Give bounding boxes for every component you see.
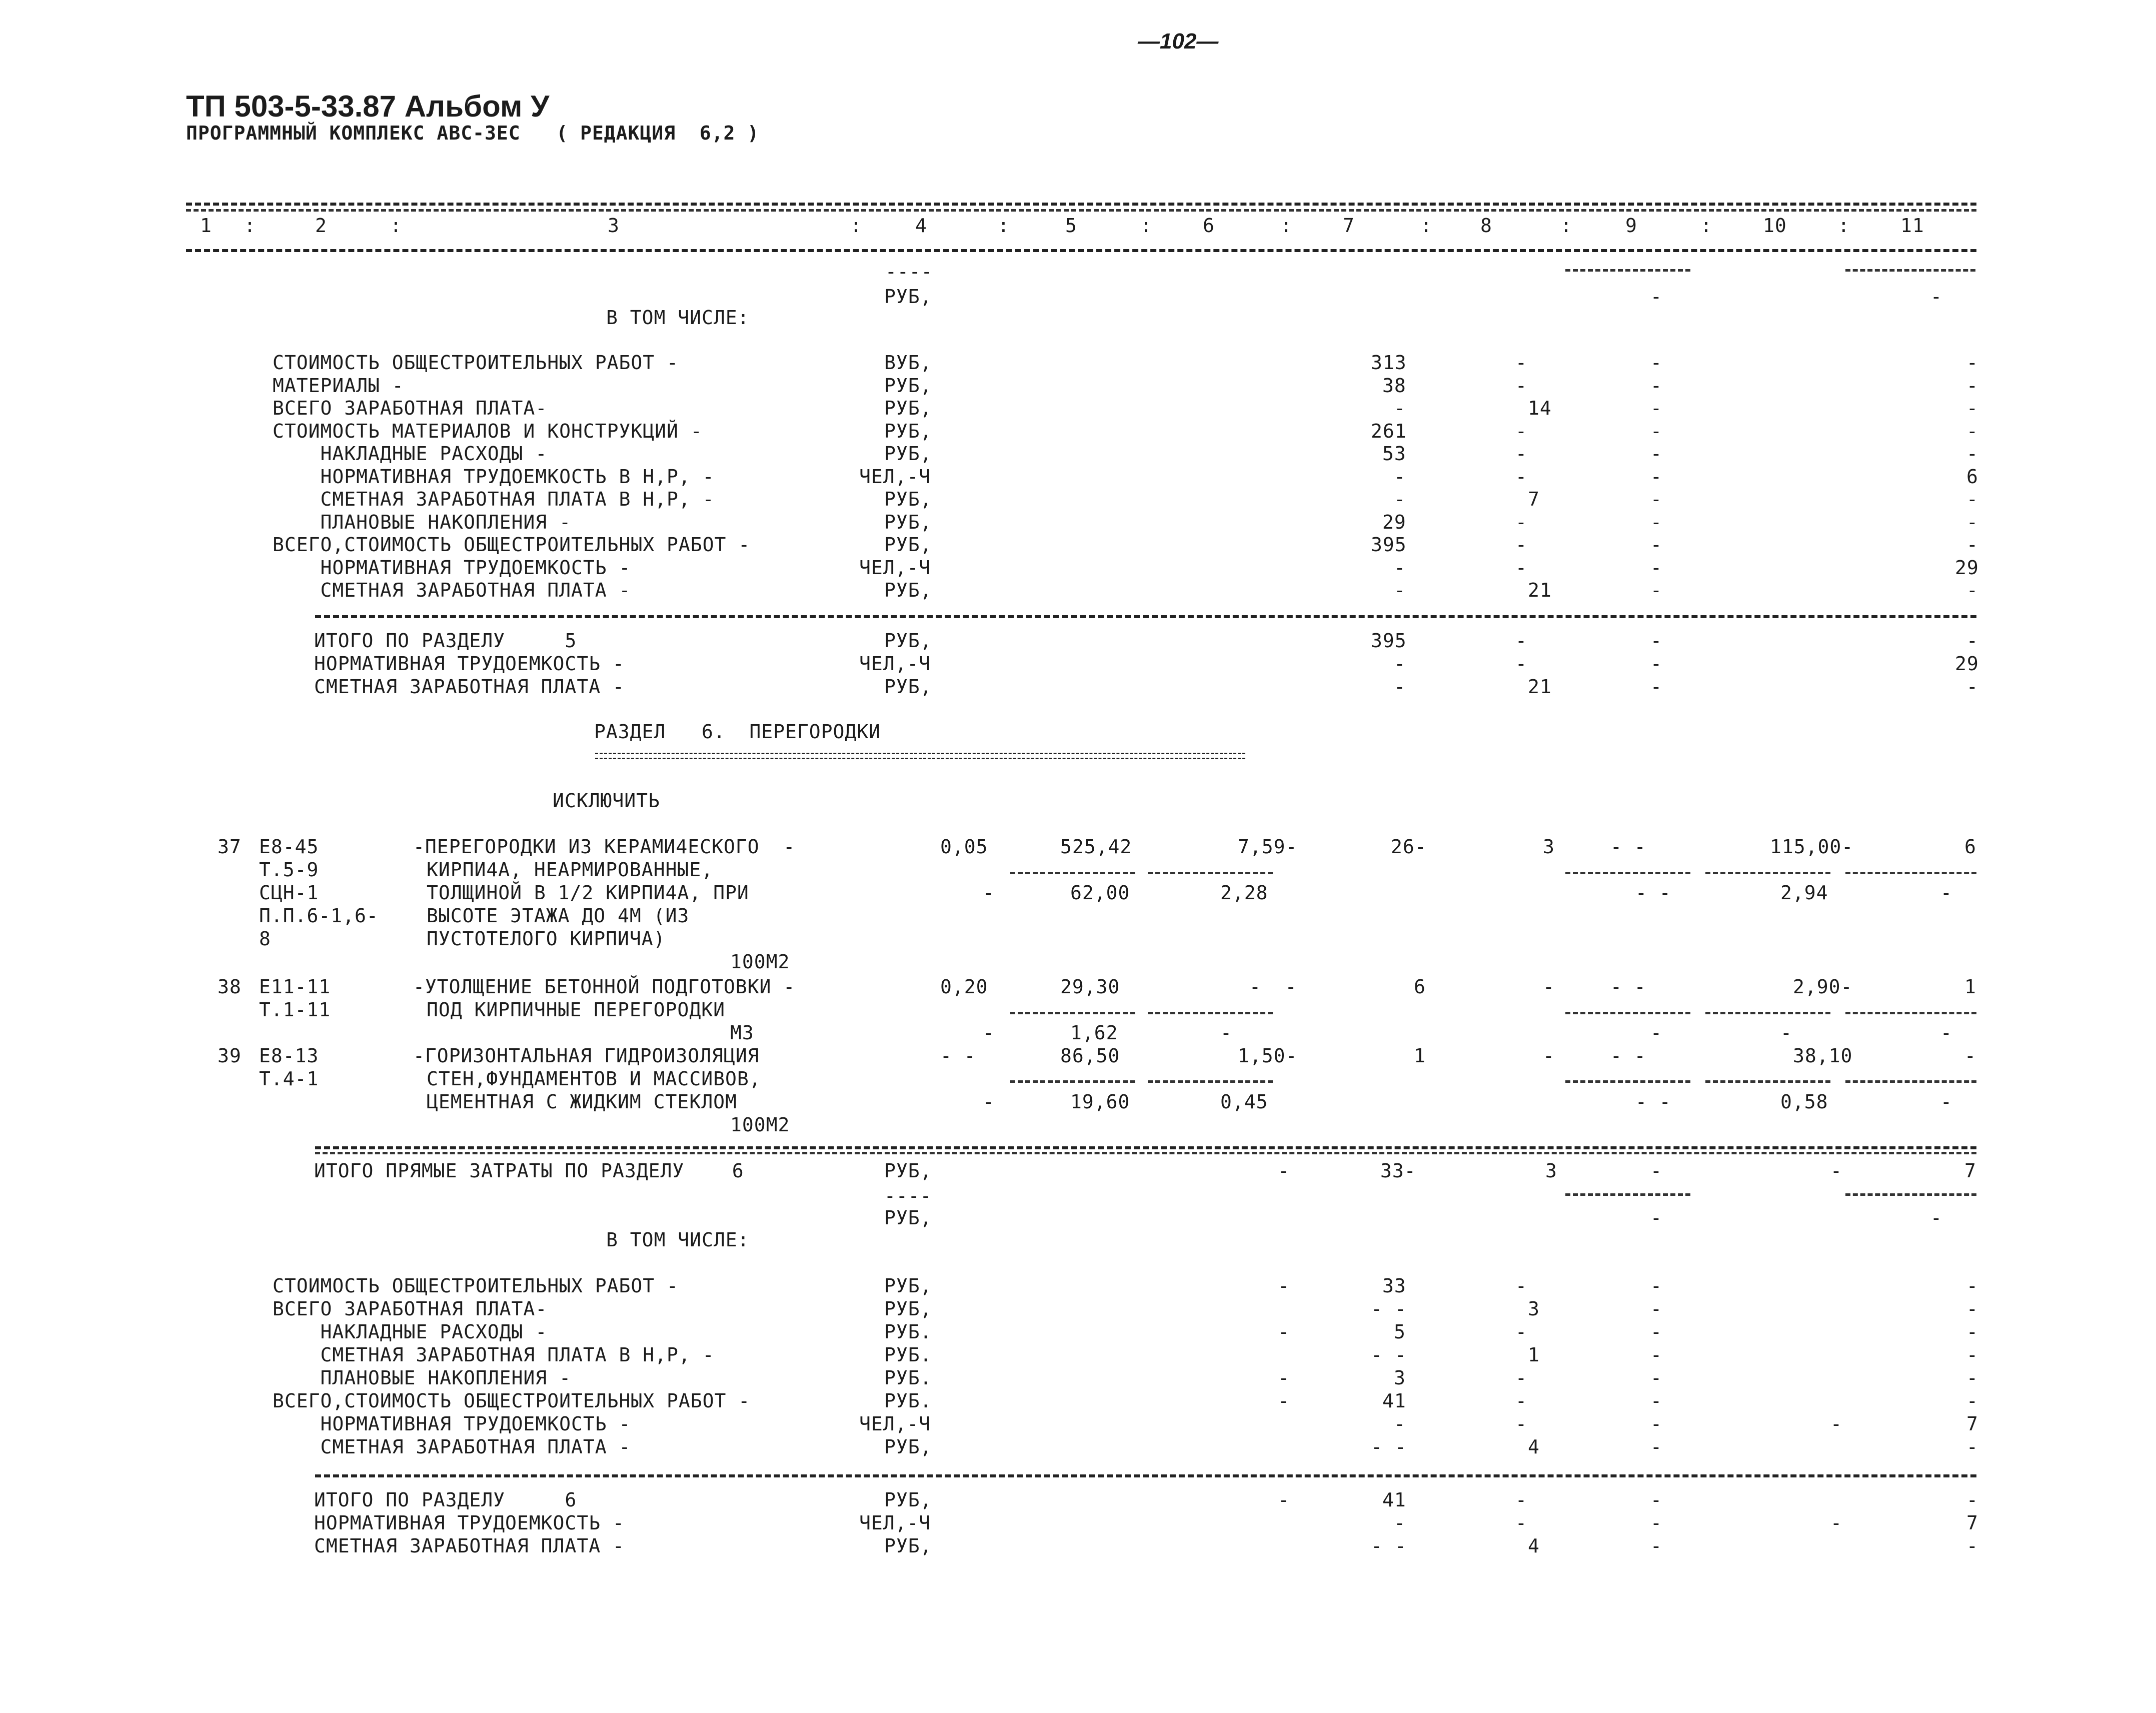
cost-row-c7: 29 bbox=[1382, 511, 1406, 533]
column-separator: : bbox=[998, 215, 1010, 237]
item38-rule-c9 bbox=[1565, 1012, 1690, 1014]
cost-row-unit: РУБ, bbox=[884, 397, 932, 419]
section6-title-underline bbox=[595, 753, 1245, 754]
item39-rule-c9 bbox=[1565, 1080, 1690, 1083]
item-number: 37 bbox=[218, 836, 242, 858]
top-rule-c11 bbox=[1845, 269, 1975, 272]
direct-rule-c11 bbox=[1845, 1193, 1976, 1196]
cost-row-c6: - bbox=[1278, 1275, 1290, 1297]
cost-row-c11: - bbox=[1966, 676, 1978, 698]
cost-row-c11: - bbox=[1966, 1321, 1978, 1343]
cost-row-c9: - bbox=[1650, 1413, 1662, 1435]
item38-rule-c5 bbox=[1010, 1012, 1135, 1014]
item-description-line: СТЕН,ФУНДАМЕНТОВ И МАССИВОВ, bbox=[427, 1068, 761, 1090]
item-row1-c4: 0,05 bbox=[940, 836, 988, 858]
item-row2-c4: - bbox=[983, 1091, 995, 1113]
item-row2-c11: - bbox=[1940, 882, 1952, 904]
cost-row-c11: - bbox=[1966, 488, 1978, 510]
item38-rule-c11 bbox=[1845, 1012, 1976, 1014]
direct-c11b: - bbox=[1930, 1207, 1942, 1229]
item-description-line: КИРПИ4А, НЕАРМИРОВАННЫЕ, bbox=[427, 859, 714, 881]
column-header-4: 4 bbox=[915, 215, 927, 237]
cost-row-label: ВСЕГО ЗАРАБОТНАЯ ПЛАТА- bbox=[273, 1298, 548, 1320]
cost-row-unit: РУБ, bbox=[884, 443, 932, 465]
top-unit: РУБ, bbox=[884, 286, 932, 308]
cost-row-c8: 14 bbox=[1528, 397, 1552, 419]
cost-row-c11: - bbox=[1966, 397, 1978, 419]
column-separator: : bbox=[390, 215, 402, 237]
cost-row-unit: РУБ, bbox=[884, 511, 932, 533]
cost-row-unit: РУБ, bbox=[884, 630, 932, 652]
cost-row-unit: РУБ. bbox=[884, 1390, 932, 1412]
item-row2-c5: 62,00 bbox=[1070, 882, 1130, 904]
top-c11: - bbox=[1930, 286, 1942, 308]
cost-row-c11: - bbox=[1966, 579, 1978, 601]
cost-row-c9: - bbox=[1650, 397, 1662, 419]
cost-row-c9: - bbox=[1650, 352, 1662, 374]
item-row2-c10: 2,94 bbox=[1780, 882, 1828, 904]
item39-rule-c6 bbox=[1148, 1080, 1273, 1083]
cost-row-c9: - bbox=[1650, 511, 1662, 533]
cost-row-c7: - bbox=[1394, 397, 1406, 419]
item-row1-c8: - bbox=[1543, 1045, 1555, 1067]
item37-rule-c5 bbox=[1010, 872, 1135, 874]
cost-row-c9: - bbox=[1650, 653, 1662, 675]
cost-row-c7: - bbox=[1394, 676, 1406, 698]
cost-row-c9: - bbox=[1650, 1367, 1662, 1389]
cost-row-label: СМЕТНАЯ ЗАРАБОТНАЯ ПЛАТА - bbox=[273, 579, 631, 601]
cost-row-c9: - bbox=[1650, 1298, 1662, 1320]
cost-row-unit: ВУБ, bbox=[884, 352, 932, 374]
cost-row-c6: - bbox=[1278, 1367, 1290, 1389]
cost-row-c8: - bbox=[1515, 1275, 1527, 1297]
column-header-6: 6 bbox=[1203, 215, 1215, 237]
cost-row-c11: - bbox=[1966, 630, 1978, 652]
cost-row-label: НАКЛАДНЫЕ РАСХОДЫ - bbox=[273, 443, 548, 465]
cost-row-label: СМЕТНАЯ ЗАРАБОТНАЯ ПЛАТА В Н,Р, - bbox=[273, 1344, 715, 1366]
item-row1-c5: 525,42 bbox=[1060, 836, 1132, 858]
cost-row-unit: РУБ, bbox=[884, 1298, 932, 1320]
cost-row-c7: - bbox=[1394, 465, 1406, 488]
item39-rule-c5 bbox=[1010, 1080, 1135, 1083]
direct-cost-c8: 3 bbox=[1545, 1160, 1557, 1182]
header-rule-top-2 bbox=[186, 209, 1976, 212]
column-separator: : bbox=[1420, 215, 1432, 237]
cost-row-label: СМЕТНАЯ ЗАРАБОТНАЯ ПЛАТА - bbox=[273, 1436, 631, 1458]
cost-row-c9: - bbox=[1650, 465, 1662, 488]
column-header-9: 9 bbox=[1625, 215, 1637, 237]
cost-row-unit: РУБ, bbox=[884, 1275, 932, 1297]
cost-row-c11: - bbox=[1966, 443, 1978, 465]
cost-row-c7: 33 bbox=[1382, 1275, 1406, 1297]
cost-row-c6: - bbox=[1278, 1321, 1290, 1343]
column-header-11: 11 bbox=[1900, 215, 1924, 237]
item-row1-c5: 29,30 bbox=[1060, 976, 1120, 998]
cost-row-unit: РУБ. bbox=[884, 1367, 932, 1389]
cost-row-c7: 395 bbox=[1371, 534, 1407, 556]
in-that-label: В ТОМ ЧИСЛЕ: bbox=[606, 307, 750, 329]
cost-row-c9: - bbox=[1650, 630, 1662, 652]
item38-rule-c6 bbox=[1148, 1012, 1273, 1014]
cost-row-unit: РУБ, bbox=[884, 374, 932, 397]
column-separator: : bbox=[850, 215, 862, 237]
cost-row-unit: ЧЕЛ,-Ч bbox=[859, 1512, 931, 1534]
direct-rule-c9 bbox=[1565, 1193, 1690, 1196]
column-separator: : bbox=[244, 215, 256, 237]
cost-row-c8: - bbox=[1515, 630, 1527, 652]
item37-rule-c6 bbox=[1148, 872, 1273, 874]
cost-row-label: СТОИМОСТЬ ОБЩЕСТРОИТЕЛЬНЫХ РАБОТ - bbox=[273, 1275, 679, 1297]
direct-c9b: - bbox=[1650, 1207, 1662, 1229]
item-row1-c9: - - bbox=[1610, 836, 1646, 858]
item-row2-c5: 19,60 bbox=[1070, 1091, 1130, 1113]
cost-row-c10: - bbox=[1830, 1413, 1842, 1435]
cost-row-c11: 29 bbox=[1955, 653, 1979, 675]
cost-row-c9: - bbox=[1650, 1321, 1662, 1343]
cost-row-c11: - bbox=[1966, 420, 1978, 442]
cost-row-c8: - bbox=[1515, 1367, 1527, 1389]
section5-total-rule bbox=[315, 615, 1976, 618]
cost-row-c7: 395 bbox=[1371, 630, 1407, 652]
cost-row-unit: РУБ, bbox=[884, 1535, 932, 1557]
cost-row-unit: ЧЕЛ,-Ч bbox=[859, 556, 931, 579]
direct-cost-c11: 7 bbox=[1964, 1160, 1976, 1182]
item-row1-c4: 0,20 bbox=[940, 976, 988, 998]
cost-row-c7: 41 bbox=[1382, 1390, 1406, 1412]
column-header-7: 7 bbox=[1343, 215, 1355, 237]
item37-rule-c10 bbox=[1705, 872, 1830, 874]
item-row2-c11: - bbox=[1940, 1022, 1952, 1044]
item-row1-c10: 115,00- bbox=[1770, 836, 1854, 858]
top-rule-c9 bbox=[1565, 269, 1690, 272]
direct-cost-c10: - bbox=[1830, 1160, 1842, 1182]
cost-row-label: СМЕТНАЯ ЗАРАБОТНАЯ ПЛАТА В Н,Р, - bbox=[273, 488, 715, 510]
direct-cost-unit: РУБ, bbox=[884, 1160, 932, 1182]
cost-row-c8: - bbox=[1515, 1413, 1527, 1435]
item-code-line: Т.1-11 bbox=[259, 999, 331, 1021]
column-header-1: 1 bbox=[200, 215, 212, 237]
cost-row-c6: - bbox=[1278, 1489, 1290, 1511]
cost-row-c9: - bbox=[1650, 443, 1662, 465]
cost-row-c11: 7 bbox=[1966, 1413, 1978, 1435]
item-description-line: ЦЕМЕНТНАЯ С ЖИДКИМ СТЕКЛОМ bbox=[427, 1091, 737, 1113]
item39-rule-c11 bbox=[1845, 1080, 1976, 1083]
item-row2-c10: 0,58 bbox=[1780, 1091, 1828, 1113]
section6-total-rule bbox=[315, 1474, 1976, 1477]
item-row1-c9: - - bbox=[1610, 976, 1646, 998]
cost-row-c8: - bbox=[1515, 1512, 1527, 1534]
item-row2-c10: - bbox=[1780, 1022, 1792, 1044]
item-row1-c6: 1,50- bbox=[1238, 1045, 1298, 1067]
cost-row-c11: - bbox=[1966, 511, 1978, 533]
cost-row-c7: 313 bbox=[1371, 352, 1407, 374]
cost-row-unit: ЧЕЛ,-Ч bbox=[859, 1413, 931, 1435]
program-subtitle: ПРОГРАММНЫЙ КОМПЛЕКС АВС-3ЕС ( РЕДАКЦИЯ 6,2 ) bbox=[186, 122, 760, 144]
cost-row-unit: ЧЕЛ,-Ч bbox=[859, 465, 931, 488]
cost-row-c8: 21 bbox=[1528, 579, 1552, 601]
cost-row-unit: РУБ, bbox=[884, 420, 932, 442]
direct-cost-c9: - bbox=[1650, 1160, 1662, 1182]
item37-rule-c9 bbox=[1565, 872, 1690, 874]
cost-row-label: СТОИМОСТЬ МАТЕРИАЛОВ И КОНСТРУКЦИЙ - bbox=[273, 420, 703, 442]
item-code-line: СЦН-1 bbox=[259, 882, 319, 904]
column-separator: : bbox=[1838, 215, 1850, 237]
column-header-5: 5 bbox=[1065, 215, 1077, 237]
cost-row-c7: 5 bbox=[1394, 1321, 1406, 1343]
item-number: 38 bbox=[218, 976, 242, 998]
cost-row-c11: - bbox=[1966, 1298, 1978, 1320]
cost-row-unit: ЧЕЛ,-Ч bbox=[859, 653, 931, 675]
cost-row-c11: - bbox=[1966, 1535, 1978, 1557]
item-number: 39 bbox=[218, 1045, 242, 1067]
cost-row-c11: 6 bbox=[1966, 465, 1978, 488]
item39-rule-c10 bbox=[1705, 1080, 1830, 1083]
cost-row-c8: - bbox=[1515, 374, 1527, 397]
cost-row-unit: РУБ, bbox=[884, 488, 932, 510]
cost-row-c8: - bbox=[1515, 1390, 1527, 1412]
direct-cost-c6: - bbox=[1278, 1160, 1290, 1182]
cost-row-c11: - bbox=[1966, 1436, 1978, 1458]
item-row1-c6: 7,59- bbox=[1238, 836, 1298, 858]
cost-row-unit: РУБ, bbox=[884, 534, 932, 556]
item-code-line: Е8-45 bbox=[259, 836, 319, 858]
cost-row-c7: - bbox=[1394, 1512, 1406, 1534]
cost-row-c11: 29 bbox=[1955, 556, 1979, 579]
cost-row-c9: - bbox=[1650, 1512, 1662, 1534]
cost-row-c8: 1 bbox=[1528, 1344, 1540, 1366]
item-row1-c8: - bbox=[1543, 976, 1555, 998]
cost-row-unit: РУБ. bbox=[884, 1321, 932, 1343]
cost-row-c11: - bbox=[1966, 1489, 1978, 1511]
cost-row-label: ПЛАНОВЫЕ НАКОПЛЕНИЯ - bbox=[273, 511, 571, 533]
item38-rule-c10 bbox=[1705, 1012, 1830, 1014]
cost-row-c7: 261 bbox=[1371, 420, 1407, 442]
cost-row-c7: - bbox=[1394, 1413, 1406, 1435]
item-code-line: Т.4-1 bbox=[259, 1068, 319, 1090]
item-code-line: Т.5-9 bbox=[259, 859, 319, 881]
item-row1-c4: - - bbox=[940, 1045, 976, 1067]
item37-rule-c11 bbox=[1845, 872, 1976, 874]
cost-row-c9: - bbox=[1650, 1390, 1662, 1412]
cost-row-c11: - bbox=[1966, 534, 1978, 556]
item-row1-c7: 6 bbox=[1414, 976, 1426, 998]
item-row1-c6: - - bbox=[1249, 976, 1297, 998]
cost-row-c9: - bbox=[1650, 488, 1662, 510]
item-row1-c10: 2,90- bbox=[1793, 976, 1853, 998]
item-description-line: ПУСТОТЕЛОГО КИРПИЧА) bbox=[427, 928, 666, 950]
cost-row-c8: - bbox=[1515, 511, 1527, 533]
cost-row-c9: - bbox=[1650, 1275, 1662, 1297]
item-row1-c5: 86,50 bbox=[1060, 1045, 1120, 1067]
cost-row-label: НОРМАТИВНАЯ ТРУДОЕМКОСТЬ - bbox=[273, 1413, 631, 1435]
cost-row-unit: РУБ. bbox=[884, 1344, 932, 1366]
cost-row-c11: - bbox=[1966, 374, 1978, 397]
cost-row-c8: 3 bbox=[1528, 1298, 1540, 1320]
cost-row-label: СТОИМОСТЬ ОБЩЕСТРОИТЕЛЬНЫХ РАБОТ - bbox=[273, 352, 679, 374]
header-rule-bottom bbox=[186, 249, 1976, 252]
cost-row-c8: - bbox=[1515, 420, 1527, 442]
cost-row-label: НОРМАТИВНАЯ ТРУДОЕМКОСТЬ - bbox=[314, 653, 625, 675]
cost-row-c9: - bbox=[1650, 1535, 1662, 1557]
cost-row-c9: - bbox=[1650, 1489, 1662, 1511]
cost-row-c7: - - bbox=[1371, 1535, 1407, 1557]
item-row1-c11: 6 bbox=[1964, 836, 1976, 858]
cost-row-c8: - bbox=[1515, 1321, 1527, 1343]
cost-row-label: НОРМАТИВНАЯ ТРУДОЕМКОСТЬ - bbox=[314, 1512, 625, 1534]
cost-row-label: СМЕТНАЯ ЗАРАБОТНАЯ ПЛАТА - bbox=[314, 1535, 625, 1557]
cost-row-c7: - bbox=[1394, 579, 1406, 601]
cost-row-c9: - bbox=[1650, 374, 1662, 397]
item-description-line: -ПЕРЕГОРОДКИ ИЗ КЕРАМИ4ЕСКОГО - bbox=[413, 836, 796, 858]
section6-title: РАЗДЕЛ 6. ПЕРЕГОРОДКИ bbox=[594, 721, 881, 743]
column-header-2: 2 bbox=[315, 215, 327, 237]
item-description-line: ТОЛЩИНОЙ В 1/2 КИРПИ4А, ПРИ bbox=[427, 882, 749, 904]
document-title: ТП 503-5-33.87 Альбом У bbox=[186, 90, 550, 123]
item-row2-c9: - - bbox=[1635, 1091, 1671, 1113]
header-rule-top bbox=[186, 203, 1976, 206]
cost-row-c11: - bbox=[1966, 352, 1978, 374]
item-row2-c4: - bbox=[983, 1022, 995, 1044]
column-separator: : bbox=[1280, 215, 1292, 237]
direct-cost-rule-2 bbox=[315, 1152, 1976, 1154]
cost-row-c8: - bbox=[1515, 1489, 1527, 1511]
cost-row-c8: - bbox=[1515, 443, 1527, 465]
cost-row-label: СМЕТНАЯ ЗАРАБОТНАЯ ПЛАТА - bbox=[314, 676, 625, 698]
cost-row-c8: 7 bbox=[1528, 488, 1540, 510]
column-separator: : bbox=[1700, 215, 1712, 237]
item-unit: М3 bbox=[730, 1022, 754, 1044]
column-header-8: 8 bbox=[1480, 215, 1492, 237]
direct-cost-c7: 33- bbox=[1380, 1160, 1416, 1182]
item-description-line: ВЫСОТЕ ЭТАЖА ДО 4М (ИЗ bbox=[427, 905, 690, 927]
item-code-line: Е8-13 bbox=[259, 1045, 319, 1067]
item-row2-c4: - bbox=[983, 882, 995, 904]
item-code-line: 8 bbox=[259, 928, 271, 950]
cost-row-c7: - bbox=[1394, 556, 1406, 579]
cost-row-c7: 3 bbox=[1394, 1367, 1406, 1389]
cost-row-label: ИТОГО ПО РАЗДЕЛУ 5 bbox=[314, 630, 577, 652]
item-row1-c7: 26- bbox=[1391, 836, 1427, 858]
cost-row-label: ИТОГО ПО РАЗДЕЛУ 6 bbox=[314, 1489, 577, 1511]
cost-row-unit: РУБ, bbox=[884, 1489, 932, 1511]
item-row2-c6: 2,28 bbox=[1220, 882, 1268, 904]
cost-row-unit: РУБ, bbox=[884, 1436, 932, 1458]
cost-row-label: НОРМАТИВНАЯ ТРУДОЕМКОСТЬ - bbox=[273, 556, 631, 579]
cost-row-c8: - bbox=[1515, 465, 1527, 488]
item-row2-c5: 1,62 bbox=[1070, 1022, 1118, 1044]
direct-dash-mark: ---- bbox=[884, 1185, 932, 1207]
direct-cost-rule bbox=[315, 1146, 1976, 1149]
cost-row-c9: - bbox=[1650, 420, 1662, 442]
item-row1-c11: 1 bbox=[1964, 976, 1976, 998]
cost-row-c7: - - bbox=[1371, 1298, 1407, 1320]
item-row2-c9: - - bbox=[1635, 882, 1671, 904]
cost-row-label: ВСЕГО ЗАРАБОТНАЯ ПЛАТА- bbox=[273, 397, 548, 419]
item-row2-c6: - bbox=[1220, 1022, 1232, 1044]
item-row2-c9: - bbox=[1650, 1022, 1662, 1044]
cost-row-c7: - bbox=[1394, 488, 1406, 510]
page-number: —102— bbox=[1138, 29, 1219, 54]
item-description-line: ПОД КИРПИЧНЫЕ ПЕРЕГОРОДКИ bbox=[427, 999, 725, 1021]
column-header-10: 10 bbox=[1763, 215, 1787, 237]
cost-row-c7: 41 bbox=[1382, 1489, 1406, 1511]
cost-row-c7: - bbox=[1394, 653, 1406, 675]
cost-row-c9: - bbox=[1650, 1344, 1662, 1366]
item-row1-c7: 1 bbox=[1414, 1045, 1426, 1067]
item-row2-c6: 0,45 bbox=[1220, 1091, 1268, 1113]
item-row1-c8: 3 bbox=[1543, 836, 1555, 858]
column-separator: : bbox=[1140, 215, 1152, 237]
cost-row-unit: РУБ, bbox=[884, 579, 932, 601]
cost-row-label: МАТЕРИАЛЫ - bbox=[273, 374, 404, 397]
cost-row-c8: 4 bbox=[1528, 1535, 1540, 1557]
cost-row-c9: - bbox=[1650, 534, 1662, 556]
cost-row-c8: - bbox=[1515, 653, 1527, 675]
cost-row-c11: - bbox=[1966, 1390, 1978, 1412]
item-code-line: Е11-11 bbox=[259, 976, 331, 998]
direct-cost-label: ИТОГО ПРЯМЫЕ ЗАТРАТЫ ПО РАЗДЕЛУ 6 bbox=[314, 1160, 744, 1182]
cost-row-c7: 53 bbox=[1382, 443, 1406, 465]
cost-row-c6: - bbox=[1278, 1390, 1290, 1412]
item-code-line: П.П.6-1,6- bbox=[259, 905, 379, 927]
cost-row-c7: - - bbox=[1371, 1436, 1407, 1458]
cost-row-label: ВСЕГО,СТОИМОСТЬ ОБЩЕСТРОИТЕЛЬНЫХ РАБОТ - bbox=[273, 534, 751, 556]
item-row1-c9: - - bbox=[1610, 1045, 1646, 1067]
cost-row-c11: - bbox=[1966, 1344, 1978, 1366]
direct-unit2: РУБ, bbox=[884, 1207, 932, 1229]
cost-row-label: ВСЕГО,СТОИМОСТЬ ОБЩЕСТРОИТЕЛЬНЫХ РАБОТ - bbox=[273, 1390, 751, 1412]
column-header-3: 3 bbox=[608, 215, 620, 237]
cost-row-c11: - bbox=[1966, 1275, 1978, 1297]
cost-row-c8: 4 bbox=[1528, 1436, 1540, 1458]
cost-row-c9: - bbox=[1650, 676, 1662, 698]
cost-row-c8: - bbox=[1515, 556, 1527, 579]
item-description-line: -ГОРИЗОНТАЛЬНАЯ ГИДРОИЗОЛЯЦИЯ bbox=[413, 1045, 760, 1067]
item-description-line: -УТОЛЩЕНИЕ БЕТОННОЙ ПОДГОТОВКИ - bbox=[413, 976, 796, 998]
cost-row-unit: РУБ, bbox=[884, 676, 932, 698]
cost-row-c7: 38 bbox=[1382, 374, 1406, 397]
section6-title-underline-2 bbox=[595, 758, 1245, 759]
item-unit: 100М2 bbox=[730, 951, 790, 973]
cost-row-c11: 7 bbox=[1966, 1512, 1978, 1534]
cost-row-c10: - bbox=[1830, 1512, 1842, 1534]
item-row2-c11: - bbox=[1940, 1091, 1952, 1113]
cost-row-c8: - bbox=[1515, 534, 1527, 556]
top-dash-mark: ---- bbox=[885, 261, 933, 283]
cost-row-c8: - bbox=[1515, 352, 1527, 374]
cost-row-label: НАКЛАДНЫЕ РАСХОДЫ - bbox=[273, 1321, 548, 1343]
cost-row-c7: - - bbox=[1371, 1344, 1407, 1366]
cost-row-c8: 21 bbox=[1528, 676, 1552, 698]
in-that-label-2: В ТОМ ЧИСЛЕ: bbox=[606, 1229, 750, 1251]
cost-row-label: ПЛАНОВЫЕ НАКОПЛЕНИЯ - bbox=[273, 1367, 571, 1389]
top-c9: - bbox=[1650, 286, 1662, 308]
cost-row-c9: - bbox=[1650, 556, 1662, 579]
column-separator: : bbox=[1560, 215, 1572, 237]
item-row1-c10: 38,10 bbox=[1793, 1045, 1853, 1067]
cost-row-c11: - bbox=[1966, 1367, 1978, 1389]
item-row1-c11: - bbox=[1964, 1045, 1976, 1067]
cost-row-c9: - bbox=[1650, 1436, 1662, 1458]
exclude-label: ИСКЛЮЧИТЬ bbox=[553, 790, 660, 812]
cost-row-c9: - bbox=[1650, 579, 1662, 601]
cost-row-label: НОРМАТИВНАЯ ТРУДОЕМКОСТЬ В Н,Р, - bbox=[273, 465, 715, 488]
item-unit: 100М2 bbox=[730, 1114, 790, 1136]
